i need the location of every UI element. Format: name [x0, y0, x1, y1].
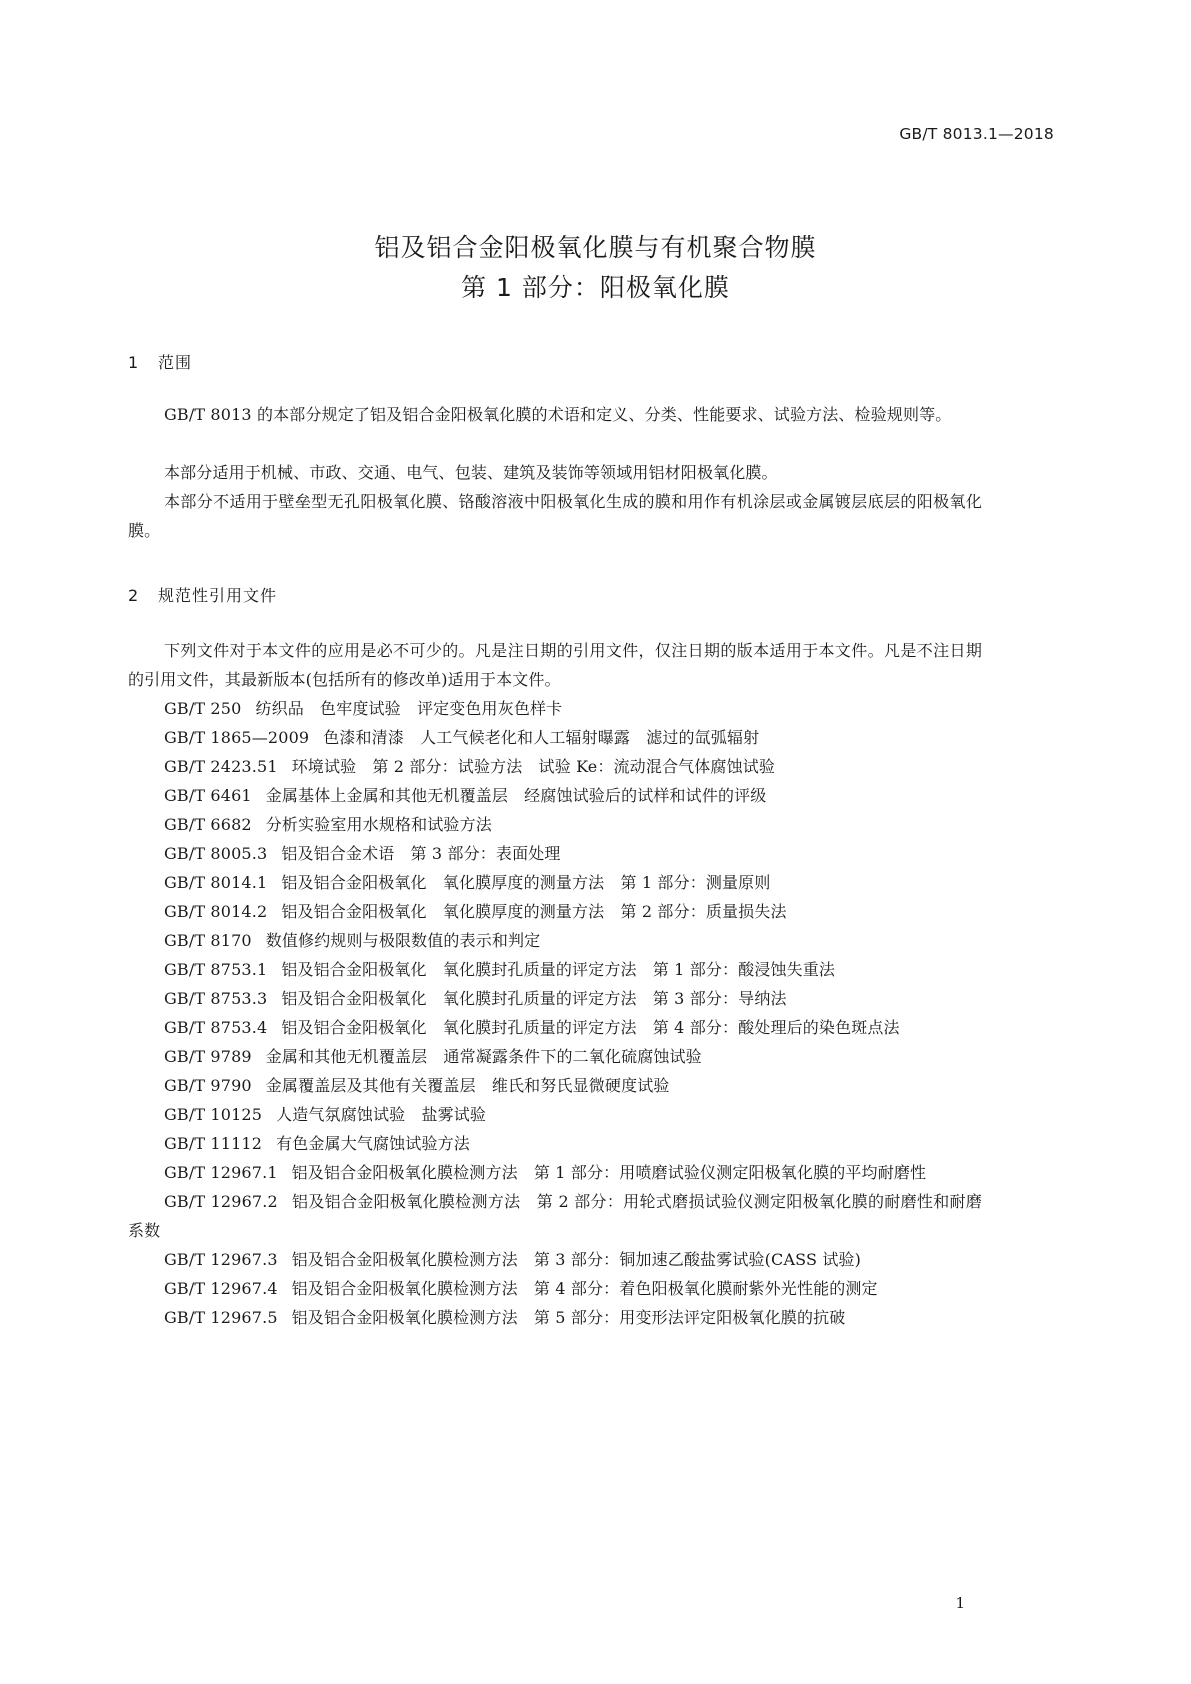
reference-code: GB/T 1865—2009: [164, 728, 310, 747]
reference-title: 色漆和清漆 人工气候老化和人工辐射曝露 滤过的氙弧辐射: [323, 728, 760, 747]
reference-code: GB/T 12967.3: [164, 1250, 278, 1269]
reference-title: 铝及铝合金阳极氧化膜检测方法 第 3 部分：铜加速乙酸盐雾试验(CASS 试验): [291, 1250, 862, 1269]
reference-title: 铝及铝合金阳极氧化 氧化膜封孔质量的评定方法 第 3 部分：导纳法: [281, 989, 787, 1008]
reference-item: [128, 1100, 982, 1129]
section-title: 范围: [158, 353, 193, 372]
reference-title: 铝及铝合金阳极氧化膜检测方法 第 1 部分：用喷磨试验仪测定阳极氧化膜的平均耐磨性: [291, 1163, 927, 1182]
reference-item: [128, 1303, 982, 1332]
reference-title: 金属基体上金属和其他无机覆盖层 经腐蚀试验后的试样和试件的评级: [265, 786, 767, 805]
reference-code: GB/T 11112: [164, 1134, 263, 1153]
scope-paragraph: 本部分不适用于壁垒型无孔阳极氧化膜、铬酸溶液中阳极氧化生成的膜和用作有机涂层或金属镀层底层的阳极氧化膜。: [128, 492, 982, 540]
reference-title: 铝及铝合金阳极氧化 氧化膜封孔质量的评定方法 第 4 部分：酸处理后的染色斑点法: [281, 1018, 900, 1037]
reference-item: [128, 926, 982, 955]
reference-title: 铝及铝合金阳极氧化膜检测方法 第 2 部分：用轮式磨损试验仪测定阳极氧化膜的耐磨性和耐磨系数: [128, 1192, 983, 1240]
reference-item: [128, 810, 982, 839]
document-title: 铝及铝合金阳极氧化膜与有机聚合物膜: [374, 233, 817, 262]
reference-title: 分析实验室用水规格和试验方法: [265, 815, 492, 834]
reference-code: GB/T 8014.2: [164, 902, 268, 921]
section-title: 规范性引用文件: [158, 586, 278, 605]
reference-item: [128, 723, 982, 752]
section-number: 1: [128, 353, 140, 372]
reference-title: 铝及铝合金阳极氧化膜检测方法 第 4 部分：着色阳极氧化膜耐紫外光性能的测定: [291, 1279, 878, 1298]
reference-title: 金属和其他无机覆盖层 通常凝露条件下的二氧化硫腐蚀试验: [265, 1047, 702, 1066]
reference-item: [128, 955, 982, 984]
reference-item: [128, 839, 982, 868]
reference-title: 铝及铝合金阳极氧化 氧化膜厚度的测量方法 第 2 部分：质量损失法: [281, 902, 787, 921]
reference-list: [128, 694, 982, 1332]
section-number: 2: [128, 586, 140, 605]
section-heading-normative-references: [128, 583, 277, 606]
reference-code: GB/T 8753.3: [164, 989, 268, 1008]
reference-code: GB/T 8753.4: [164, 1018, 268, 1037]
reference-title: 金属覆盖层及其他有关覆盖层 维氏和努氏显微硬度试验: [265, 1076, 670, 1095]
standard-code: GB/T 8013.1—2018: [899, 125, 1054, 143]
reference-code: GB/T 250: [164, 699, 242, 718]
reference-code: GB/T 12967.4: [164, 1279, 278, 1298]
reference-title: 铝及铝合金阳极氧化膜检测方法 第 5 部分：用变形法评定阳极氧化膜的抗破: [291, 1308, 846, 1327]
reference-code: GB/T 12967.1: [164, 1163, 278, 1182]
reference-code: GB/T 2423.51: [164, 757, 278, 776]
reference-title: 铝及铝合金阳极氧化 氧化膜厚度的测量方法 第 1 部分：测量原则: [281, 873, 771, 892]
reference-title: 铝及铝合金阳极氧化 氧化膜封孔质量的评定方法 第 1 部分：酸浸蚀失重法: [281, 960, 836, 979]
reference-code: GB/T 10125: [164, 1105, 263, 1124]
reference-code: GB/T 8170: [164, 931, 252, 950]
reference-code: GB/T 6461: [164, 786, 252, 805]
reference-code: GB/T 12967.2: [164, 1192, 278, 1211]
reference-item: [128, 984, 982, 1013]
reference-item: [128, 694, 982, 723]
reference-code: GB/T 8005.3: [164, 844, 268, 863]
reference-item: [128, 1187, 982, 1245]
reference-item: [128, 752, 982, 781]
references-intro: 下列文件对于本文件的应用是必不可少的。凡是注日期的引用文件，仅注日期的版本适用于本文件。凡是不注日期的引用文件，其最新版本(包括所有的修改单)适用于本文件。: [128, 641, 982, 689]
reference-item: [128, 1013, 982, 1042]
reference-title: 铝及铝合金术语 第 3 部分：表面处理: [281, 844, 561, 863]
reference-code: GB/T 12967.5: [164, 1308, 278, 1327]
section-heading-scope: [128, 350, 192, 373]
reference-code: GB/T 9789: [164, 1047, 252, 1066]
reference-code: GB/T 8753.1: [164, 960, 268, 979]
reference-item: [128, 1129, 982, 1158]
reference-item: [128, 868, 982, 897]
reference-title: 纺织品 色牢度试验 评定变色用灰色样卡: [255, 699, 563, 718]
document-subtitle: 第 1 部分：阳极氧化膜: [461, 273, 730, 302]
reference-item: [128, 897, 982, 926]
reference-item: [128, 1274, 982, 1303]
page-number: 1: [955, 1594, 965, 1612]
reference-item: [128, 1071, 982, 1100]
reference-code: GB/T 8014.1: [164, 873, 268, 892]
reference-item: [128, 1158, 982, 1187]
reference-title: 数值修约规则与极限数值的表示和判定: [265, 931, 541, 950]
reference-title: 人造气氛腐蚀试验 盐雾试验: [276, 1105, 487, 1124]
reference-code: GB/T 6682: [164, 815, 252, 834]
reference-item: [128, 1245, 982, 1274]
reference-title: 环境试验 第 2 部分：试验方法 试验 Ke：流动混合气体腐蚀试验: [291, 757, 776, 776]
scope-paragraph: 本部分适用于机械、市政、交通、电气、包装、建筑及装饰等领域用铝材阳极氧化膜。: [164, 463, 778, 482]
reference-title: 有色金属大气腐蚀试验方法: [276, 1134, 470, 1153]
reference-item: [128, 1042, 982, 1071]
reference-item: [128, 781, 982, 810]
reference-code: GB/T 9790: [164, 1076, 252, 1095]
scope-paragraph: GB/T 8013 的本部分规定了铝及铝合金阳极氧化膜的术语和定义、分类、性能要求、试验方法、检验规则等。: [164, 405, 952, 424]
